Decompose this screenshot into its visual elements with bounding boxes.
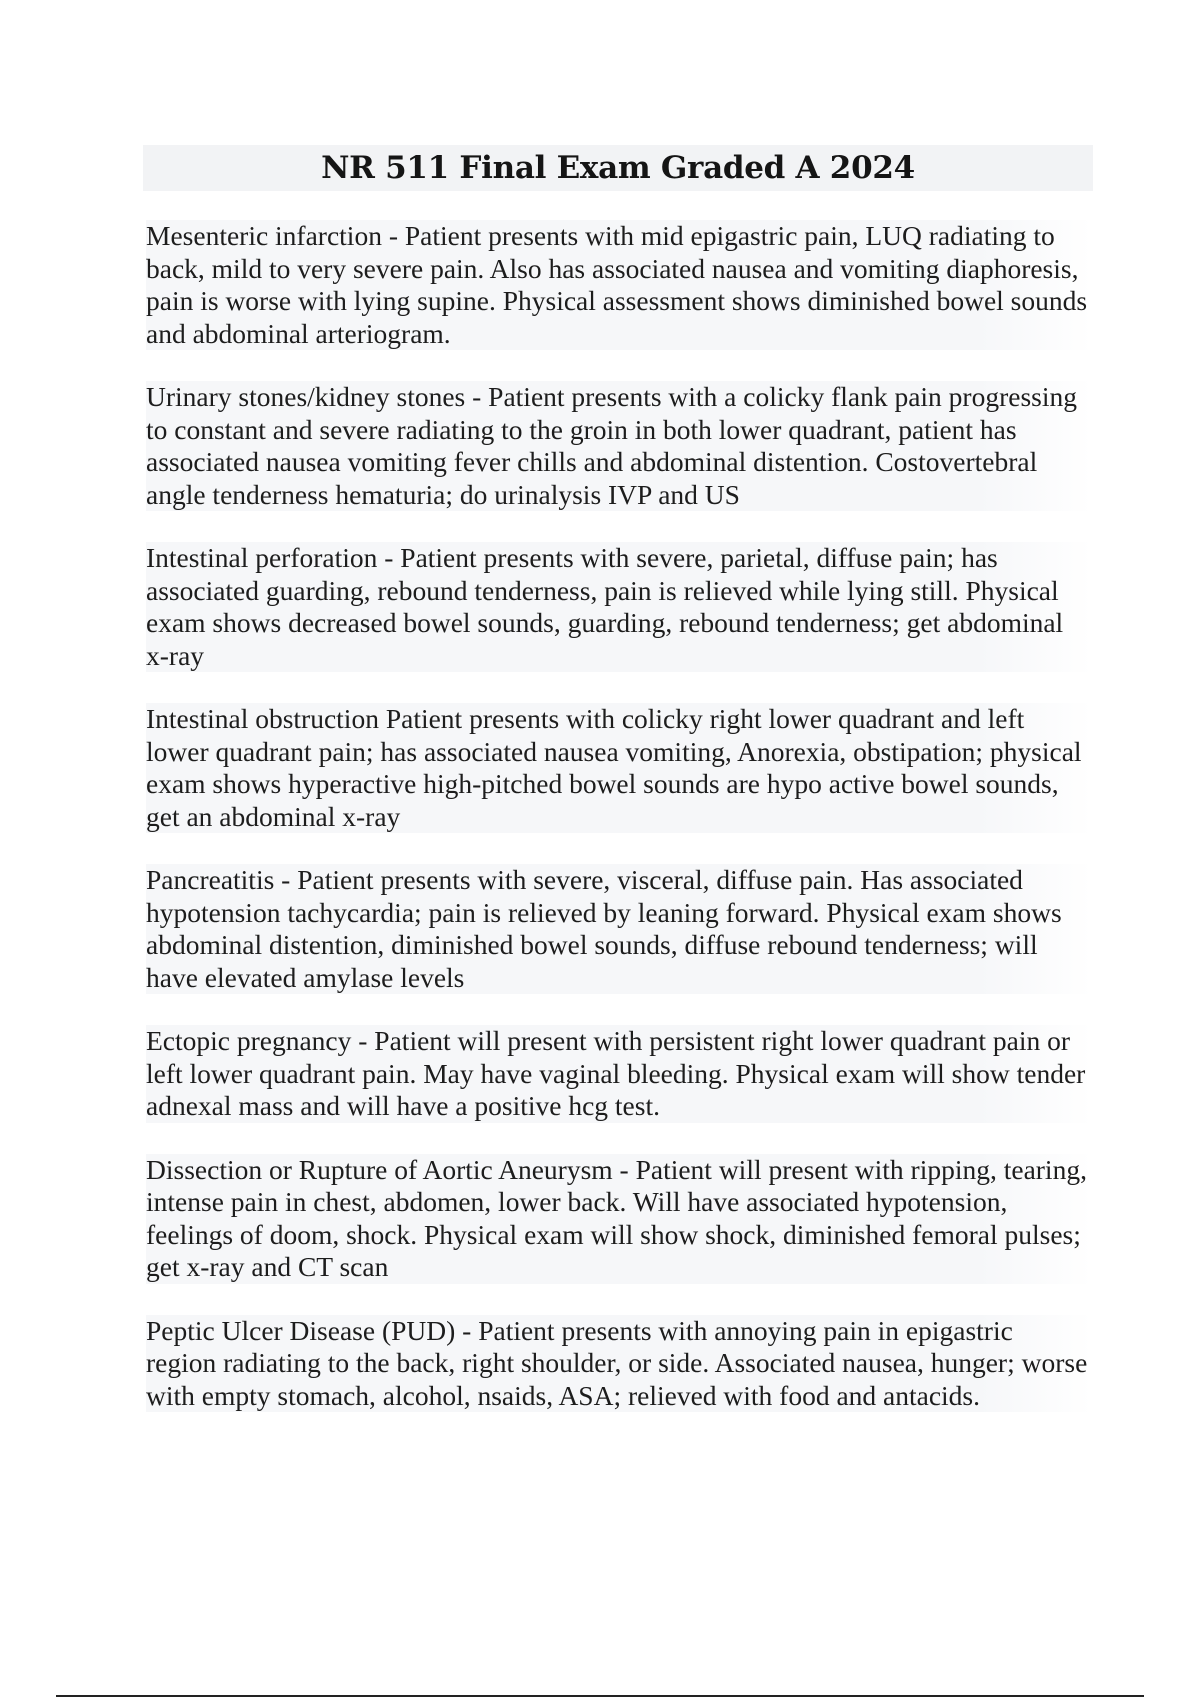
entry-peptic-ulcer-disease: Peptic Ulcer Disease (PUD) - Patient presents with annoying pain in epigastric region radiating to the back, right shoulder, or side. Associated nausea, hunger; worse with empty stomach, alcohol, nsaids, ASA; relieved with food and antacids. — [146, 1315, 1092, 1413]
entry-pancreatitis: Pancreatitis - Patient presents with severe, visceral, diffuse pain. Has associated hypotension tachycardia; pain is relieved by leaning forward. Physical exam shows abdominal distention, diminished bowel sounds, diffuse rebound tenderness; will have elevated amylase levels — [146, 864, 1092, 994]
entry-aortic-aneurysm: Dissection or Rupture of Aortic Aneurysm - Patient will present with ripping, tearing, intense pain in chest, abdomen, lower back. Will have associated hypotension, feelings of doom, shock. Physical exam will show shock, diminished femoral pulses; get x-ray and CT scan — [146, 1154, 1092, 1284]
footer-divider — [56, 1695, 1144, 1697]
entry-mesenteric-infarction: Mesenteric infarction - Patient presents with mid epigastric pain, LUQ radiating to back, mild to very severe pain. Also has associated nausea and vomiting diaphoresis, pain is worse with lying supine. Physical assessment shows diminished bowel sounds and abdominal arteriogram. — [146, 220, 1092, 350]
title-band — [143, 145, 1093, 191]
entry-ectopic-pregnancy: Ectopic pregnancy - Patient will present with persistent right lower quadrant pain or left lower quadrant pain. May have vaginal bleeding. Physical exam will show tender adnexal mass and will have a positive hcg test. — [146, 1025, 1092, 1123]
page-title: NR 511 Final Exam Graded A 2024 — [321, 150, 915, 186]
document-body — [146, 220, 1092, 1443]
entry-urinary-stones: Urinary stones/kidney stones - Patient presents with a colicky flank pain progressing to constant and severe radiating to the groin in both lower quadrant, patient has associated nausea vomiting fever chills and abdominal distention. Costovertebral angle tenderness hematuria; do urinalysis IVP and US — [146, 381, 1092, 511]
entry-intestinal-obstruction: Intestinal obstruction Patient presents with colicky right lower quadrant and left lower quadrant pain; has associated nausea vomiting, Anorexia, obstipation; physical exam shows hyperactive high-pitched bowel sounds are hypo active bowel sounds, get an abdominal x-ray — [146, 703, 1092, 833]
entry-intestinal-perforation: Intestinal perforation - Patient presents with severe, parietal, diffuse pain; has associated guarding, rebound tenderness, pain is relieved while lying still. Physical exam shows decreased bowel sounds, guarding, rebound tenderness; get abdominal x-ray — [146, 542, 1092, 672]
